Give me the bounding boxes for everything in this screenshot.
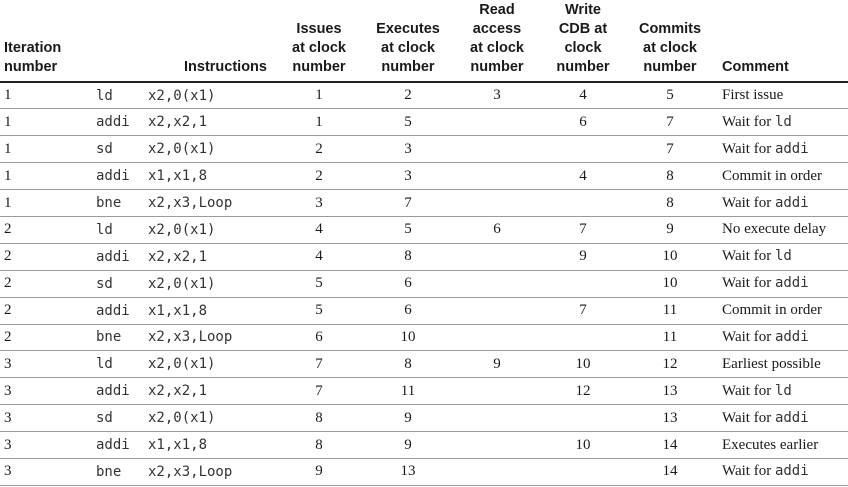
instruction-cell <box>88 351 276 378</box>
comment-cell <box>714 243 848 270</box>
table-row <box>0 163 848 190</box>
execute-cell: 11 <box>362 378 454 405</box>
instruction-opcode: sd <box>96 275 113 292</box>
comment-text: Commit in order <box>722 167 822 184</box>
instruction-cell <box>88 190 276 217</box>
instruction-cell <box>88 297 276 324</box>
iteration-cell: 3 <box>0 405 88 432</box>
issue-cell: 3 <box>276 190 362 217</box>
instruction-opcode: ld <box>96 87 113 104</box>
header-row <box>0 0 848 82</box>
commit-cell: 7 <box>626 109 714 136</box>
commit-cell: 14 <box>626 432 714 459</box>
instruction-operands: x2,x3,Loop <box>148 463 233 480</box>
issue-cell: 4 <box>276 243 362 270</box>
iteration-cell: 1 <box>0 136 88 163</box>
issue-cell: 1 <box>276 82 362 109</box>
instruction-cell <box>88 405 276 432</box>
write-cdb-cell: 9 <box>540 243 626 270</box>
execute-cell: 6 <box>362 297 454 324</box>
instruction-operands: x2,0(x1) <box>148 356 216 373</box>
read-access-cell <box>454 432 540 459</box>
comment-text: Wait for <box>722 382 775 399</box>
iteration-cell: 2 <box>0 216 88 243</box>
table-row <box>0 378 848 405</box>
iteration-cell: 1 <box>0 190 88 217</box>
iteration-cell: 2 <box>0 270 88 297</box>
commit-cell: 8 <box>626 190 714 217</box>
header-write-cdb: Write CDB at clock number <box>540 0 626 82</box>
table-row <box>0 270 848 297</box>
issue-cell: 4 <box>276 216 362 243</box>
instruction-opcode: addi <box>96 302 130 319</box>
instruction-cell <box>88 243 276 270</box>
issue-cell: 1 <box>276 109 362 136</box>
table-row <box>0 82 848 109</box>
execute-cell: 8 <box>362 243 454 270</box>
comment-cell <box>714 190 848 217</box>
execute-cell: 2 <box>362 82 454 109</box>
commit-cell: 11 <box>626 324 714 351</box>
instruction-operands: x2,x3,Loop <box>148 195 233 211</box>
read-access-cell: 6 <box>454 216 540 243</box>
iteration-cell: 2 <box>0 243 88 270</box>
header-iteration: Iteration number <box>0 0 88 82</box>
commit-cell: 5 <box>626 82 714 109</box>
instruction-opcode: addi <box>96 114 130 131</box>
comment-cell <box>714 378 848 405</box>
issue-cell: 2 <box>276 163 362 190</box>
instruction-cell <box>88 378 276 405</box>
commit-cell: 8 <box>626 163 714 190</box>
comment-code: addi <box>774 194 809 211</box>
instruction-operands: x2,x2,1 <box>148 114 208 131</box>
comment-cell <box>714 216 848 243</box>
commit-cell: 13 <box>626 378 714 405</box>
comment-text: Executes earlier <box>722 436 819 453</box>
instruction-operands: x2,0(x1) <box>148 410 216 427</box>
comment-code: addi <box>774 328 809 345</box>
write-cdb-cell <box>540 405 626 432</box>
instruction-operands: x2,0(x1) <box>148 221 216 238</box>
commit-cell: 11 <box>626 297 714 324</box>
instruction-opcode: ld <box>96 221 113 238</box>
comment-cell <box>714 163 848 190</box>
issue-cell: 8 <box>276 432 362 459</box>
comment-code: ld <box>774 382 792 399</box>
issue-cell: 7 <box>276 378 362 405</box>
execute-cell: 10 <box>362 324 454 351</box>
iteration-cell: 3 <box>0 351 88 378</box>
issue-cell: 9 <box>276 458 362 485</box>
comment-cell <box>714 432 848 459</box>
table-row <box>0 297 848 324</box>
read-access-cell <box>454 163 540 190</box>
table-row <box>0 243 848 270</box>
instruction-cell <box>88 82 276 109</box>
table-row <box>0 216 848 243</box>
issue-cell: 2 <box>276 136 362 163</box>
write-cdb-cell <box>540 190 626 217</box>
header-executes: Executes at clock number <box>362 0 454 82</box>
write-cdb-cell <box>540 458 626 485</box>
instruction-cell <box>88 109 276 136</box>
header-issues: Issues at clock number <box>276 0 362 82</box>
comment-code: addi <box>774 275 809 292</box>
comment-code: addi <box>774 463 809 480</box>
read-access-cell: 3 <box>454 82 540 109</box>
iteration-cell: 2 <box>0 297 88 324</box>
write-cdb-cell: 4 <box>540 82 626 109</box>
table-row <box>0 351 848 378</box>
instruction-cell <box>88 163 276 190</box>
execute-cell: 9 <box>362 405 454 432</box>
commit-cell: 7 <box>626 136 714 163</box>
instruction-opcode: addi <box>96 248 130 265</box>
iteration-cell: 3 <box>0 432 88 459</box>
instruction-operands: x1,x1,8 <box>148 302 208 319</box>
instruction-cell <box>88 136 276 163</box>
header-read-access: Read access at clock number <box>454 0 540 82</box>
instruction-opcode: bne <box>96 463 122 480</box>
execute-cell: 3 <box>362 163 454 190</box>
comment-cell <box>714 297 848 324</box>
instruction-opcode: sd <box>96 141 113 158</box>
comment-cell <box>714 136 848 163</box>
table-row <box>0 109 848 136</box>
comment-text: Wait for <box>722 463 775 480</box>
comment-text: Wait for <box>722 328 775 345</box>
instruction-operands: x1,x1,8 <box>148 437 208 454</box>
read-access-cell: 9 <box>454 351 540 378</box>
comment-text: Wait for <box>722 113 775 130</box>
write-cdb-cell: 4 <box>540 163 626 190</box>
read-access-cell <box>454 136 540 163</box>
execute-cell: 9 <box>362 432 454 459</box>
comment-code: ld <box>774 248 792 265</box>
issue-cell: 7 <box>276 351 362 378</box>
comment-text: No execute delay <box>722 221 827 238</box>
issue-cell: 5 <box>276 270 362 297</box>
comment-cell <box>714 405 848 432</box>
read-access-cell <box>454 297 540 324</box>
table-row <box>0 324 848 351</box>
comment-cell <box>714 351 848 378</box>
write-cdb-cell: 12 <box>540 378 626 405</box>
instruction-cell <box>88 458 276 485</box>
comment-text: Commit in order <box>722 302 822 319</box>
issue-cell: 8 <box>276 405 362 432</box>
instruction-opcode: bne <box>96 329 122 346</box>
instruction-operands: x2,x2,1 <box>148 383 208 400</box>
read-access-cell <box>454 378 540 405</box>
comment-cell <box>714 270 848 297</box>
iteration-cell: 3 <box>0 378 88 405</box>
comment-cell <box>714 82 848 109</box>
write-cdb-cell <box>540 324 626 351</box>
read-access-cell <box>454 324 540 351</box>
table-row <box>0 136 848 163</box>
iteration-cell: 1 <box>0 109 88 136</box>
comment-code: addi <box>774 409 809 426</box>
instruction-cell <box>88 270 276 297</box>
comment-cell <box>714 458 848 485</box>
read-access-cell <box>454 270 540 297</box>
header-commits: Commits at clock number <box>626 0 714 82</box>
execute-cell: 6 <box>362 270 454 297</box>
instruction-operands: x2,x3,Loop <box>148 329 233 346</box>
table-row <box>0 432 848 459</box>
iteration-cell: 3 <box>0 458 88 485</box>
execute-cell: 8 <box>362 351 454 378</box>
instruction-operands: x2,0(x1) <box>148 275 216 292</box>
issue-cell: 5 <box>276 297 362 324</box>
instruction-operands: x2,0(x1) <box>148 141 216 158</box>
comment-code: addi <box>774 140 809 157</box>
comment-code: ld <box>774 113 792 130</box>
commit-cell: 13 <box>626 405 714 432</box>
table-row <box>0 458 848 485</box>
write-cdb-cell: 6 <box>540 109 626 136</box>
commit-cell: 12 <box>626 351 714 378</box>
comment-cell <box>714 109 848 136</box>
instruction-opcode: ld <box>96 356 113 373</box>
execute-cell: 13 <box>362 458 454 485</box>
write-cdb-cell: 7 <box>540 297 626 324</box>
instruction-opcode: sd <box>96 410 113 427</box>
commit-cell: 14 <box>626 458 714 485</box>
write-cdb-cell: 10 <box>540 351 626 378</box>
comment-text: Wait for <box>722 409 775 426</box>
commit-cell: 10 <box>626 243 714 270</box>
header-instructions: Instructions <box>88 0 276 82</box>
read-access-cell <box>454 243 540 270</box>
comment-cell <box>714 324 848 351</box>
table-row <box>0 405 848 432</box>
instruction-cell <box>88 216 276 243</box>
execute-cell: 5 <box>362 109 454 136</box>
comment-text: Earliest possible <box>722 355 821 372</box>
execute-cell: 7 <box>362 190 454 217</box>
instruction-opcode: addi <box>96 437 130 454</box>
execute-cell: 5 <box>362 216 454 243</box>
comment-text: First issue <box>722 87 784 104</box>
iteration-cell: 1 <box>0 82 88 109</box>
instruction-opcode: addi <box>96 383 130 400</box>
issue-cell: 6 <box>276 324 362 351</box>
write-cdb-cell <box>540 270 626 297</box>
read-access-cell <box>454 458 540 485</box>
commit-cell: 9 <box>626 216 714 243</box>
iteration-cell: 2 <box>0 324 88 351</box>
iteration-cell: 1 <box>0 163 88 190</box>
write-cdb-cell: 10 <box>540 432 626 459</box>
comment-text: Wait for <box>722 275 775 292</box>
commit-cell: 10 <box>626 270 714 297</box>
write-cdb-cell: 7 <box>540 216 626 243</box>
execute-cell: 3 <box>362 136 454 163</box>
instruction-cell <box>88 432 276 459</box>
header-comment: Comment <box>714 0 848 82</box>
read-access-cell <box>454 405 540 432</box>
read-access-cell <box>454 190 540 217</box>
read-access-cell <box>454 109 540 136</box>
instruction-cell <box>88 324 276 351</box>
comment-text: Wait for <box>722 194 775 211</box>
instruction-operands: x1,x1,8 <box>148 168 208 185</box>
comment-text: Wait for <box>722 248 775 265</box>
write-cdb-cell <box>540 136 626 163</box>
instruction-operands: x2,x2,1 <box>148 248 208 265</box>
instruction-operands: x2,0(x1) <box>148 87 216 104</box>
instruction-opcode: addi <box>96 168 130 185</box>
table-row <box>0 190 848 217</box>
instruction-opcode: bne <box>96 195 122 211</box>
comment-text: Wait for <box>722 140 775 157</box>
